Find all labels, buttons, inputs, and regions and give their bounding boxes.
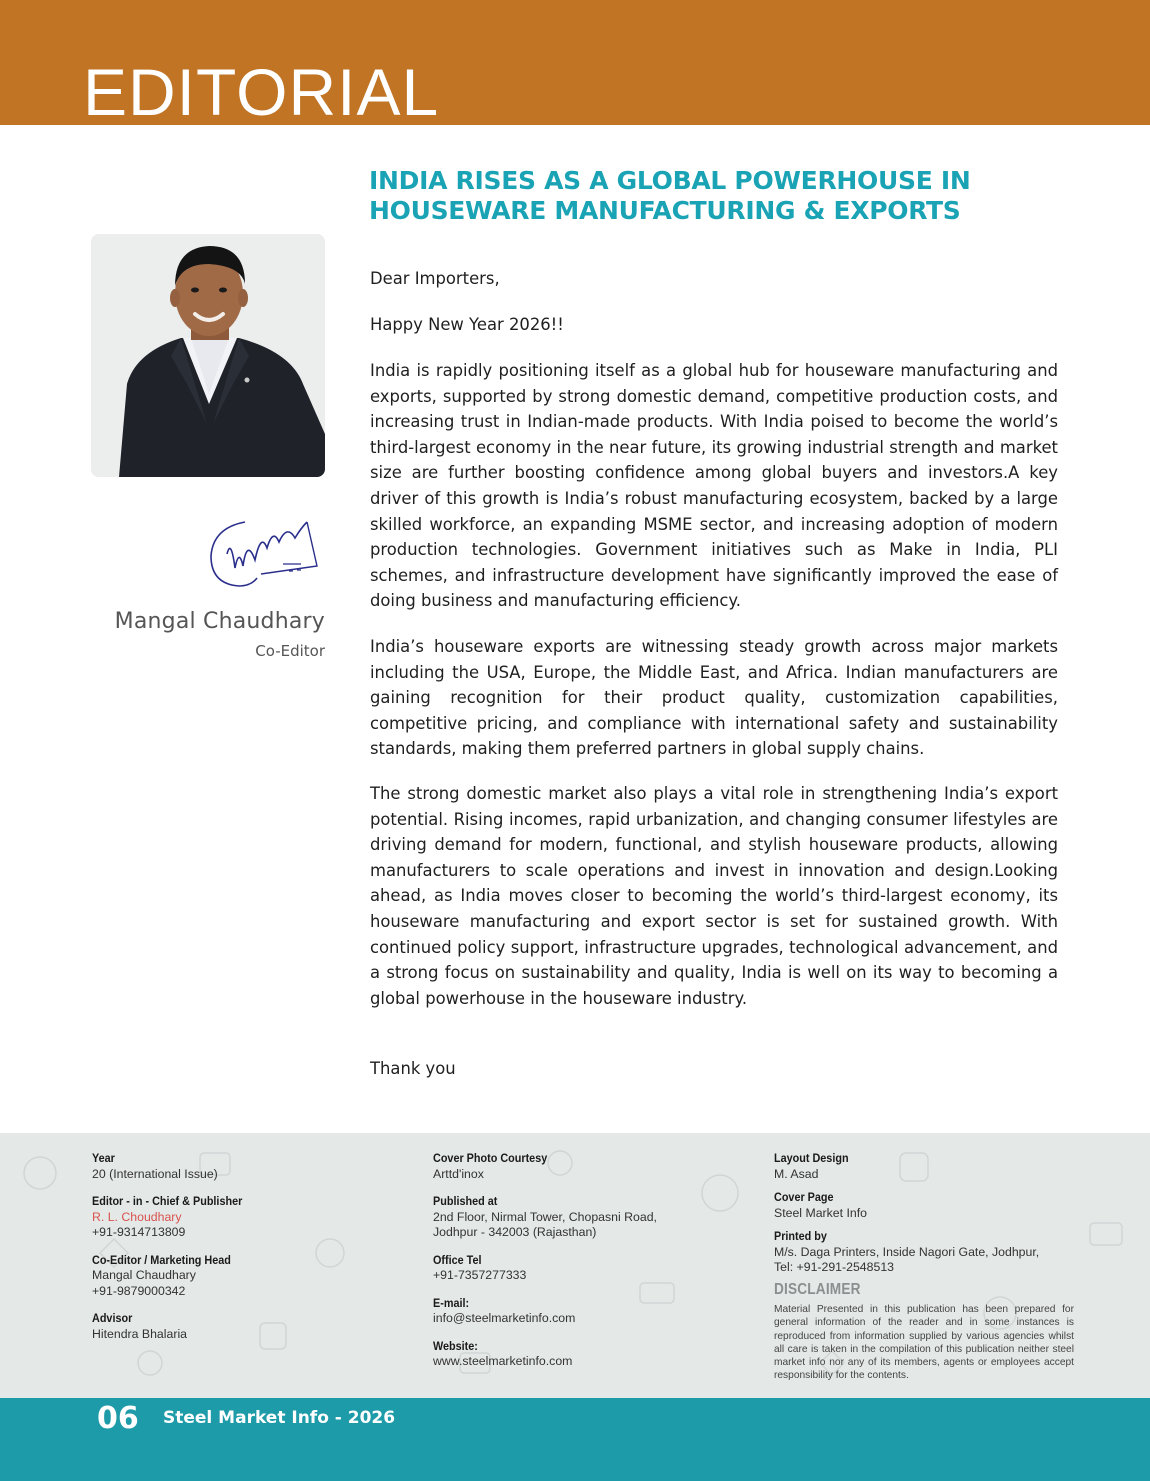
masthead-info <box>0 1133 1150 1398</box>
info-label: Cover Page <box>774 1190 834 1204</box>
section-title: EDITORIAL <box>83 55 440 129</box>
page-number: 06 <box>97 1401 139 1436</box>
letter-paragraph-3: The strong domestic market also plays a vital role in strengthening India’s export potential. Rising incomes, rapid urbanization, and changing consumer lifestyles are driving demand for modern, functional, and stylish houseware products, allowing manufacturers to scale operations and invest in innovation and design.Looking ahead, as India moves closer to becoming the world’s third-largest economy, its houseware manufacturing and export sector is set for sustained growth. With continued policy support, infrastructure upgrades, technological advancement, and a strong focus on sustainability and quality, India is well on its way to becoming a global powerhouse in the houseware industry. <box>370 784 1058 1008</box>
address-line-1: 2nd Floor, Nirmal Tower, Chopasni Road, <box>433 1209 657 1224</box>
info-label: Year <box>92 1151 115 1165</box>
info-column-3 <box>774 1151 1074 1383</box>
info-label: Cover Photo Courtesy <box>433 1151 548 1165</box>
author-role: Co-Editor <box>255 642 325 660</box>
headline-line-2: HOUSEWARE MANUFACTURING & EXPORTS <box>369 196 961 225</box>
info-column-1 <box>92 1151 392 1354</box>
letter-salutation: Dear Importers, <box>370 269 500 288</box>
letter-greeting: Happy New Year 2026!! <box>370 315 564 334</box>
info-published <box>433 1194 753 1241</box>
info-advisor <box>92 1311 392 1342</box>
info-coeditor <box>92 1253 392 1300</box>
info-value: Hitendra Bhalaria <box>92 1326 188 1341</box>
info-layout <box>774 1151 1074 1182</box>
info-year <box>92 1151 392 1182</box>
info-office-tel <box>433 1253 753 1284</box>
info-cover-photo <box>433 1151 753 1182</box>
headline-line-1: INDIA RISES AS A GLOBAL POWERHOUSE IN <box>369 166 971 195</box>
info-value: Arttd'inox <box>433 1166 484 1181</box>
info-label: Website: <box>433 1338 478 1353</box>
article-headline <box>369 166 1069 226</box>
info-label: Layout Design <box>774 1151 849 1165</box>
header-band <box>0 0 1150 129</box>
signature <box>205 508 330 593</box>
author-name: Mangal Chaudhary <box>114 609 325 634</box>
info-value: 20 (International Issue) <box>92 1166 218 1181</box>
info-website <box>433 1339 753 1370</box>
info-label: Advisor <box>92 1311 133 1325</box>
info-printed <box>774 1229 1074 1276</box>
address-line-2: Jodhpur - 342003 (Rajasthan) <box>433 1225 597 1239</box>
website-link[interactable]: www.steelmarketinfo.com <box>433 1354 573 1368</box>
printer-line-2: Tel: +91-291-2548513 <box>774 1260 894 1274</box>
info-value: +91-7357277333 <box>433 1268 527 1282</box>
author-photo <box>91 234 325 477</box>
coeditor-name: Mangal Chaudhary <box>92 1268 196 1282</box>
publication-name: Steel Market Info - 2026 <box>163 1408 396 1428</box>
disclaimer-text: Material Presented in this publication has been prepared for general information of the reader and in some instances is reproduced from information supplied by various agencies whilst all care is taken in the compilation of this publication neither steel market info nor any of its members, agents or employees accept responsibility for the contents. <box>774 1304 1074 1382</box>
printer-line-1: M/s. Daga Printers, Inside Nagori Gate, Jodhpur, <box>774 1244 1040 1259</box>
info-value: Steel Market Info <box>774 1205 867 1220</box>
info-column-2 <box>433 1151 753 1382</box>
letter-closing: Thank you <box>370 1059 456 1078</box>
editor-phone: +91-9314713809 <box>92 1225 186 1239</box>
info-label: Co-Editor / Marketing Head <box>92 1252 231 1267</box>
info-label: Printed by <box>774 1229 827 1243</box>
email-link[interactable]: info@steelmarketinfo.com <box>433 1311 576 1325</box>
info-value: M. Asad <box>774 1166 819 1181</box>
info-cover-page <box>774 1190 1074 1221</box>
info-label: Editor - in - Chief & Publisher <box>92 1194 243 1208</box>
info-editor <box>92 1194 392 1241</box>
letter-paragraph-2: India’s houseware exports are witnessing steady growth across major markets including the USA, Europe, the Middle East, and Africa. Indian manufacturers are gaining recognition for their product quality, customization capabilities, competitive pricing, and compliance with international safety and sustainability standards, making them preferred partners in global supply chains. <box>370 637 1058 759</box>
info-label: Office Tel <box>433 1252 482 1267</box>
disclaimer-title: DISCLAIMER <box>774 1280 861 1298</box>
letter-paragraph-1: India is rapidly positioning itself as a global hub for houseware manufacturing and exports, supported by strong domestic demand, competitive production costs, and increasing trust in Indian-made products. With India poised to become the world’s third-largest economy in the near future, its growing industrial strength and market size are further boosting confidence among global buyers and investors.A key driver of this growth is India’s robust manufacturing ecosystem, backed by a large skilled workforce, an expanding MSME sector, and increasing adoption of modern production technologies. Government initiatives such as Make in India, PLI schemes, and infrastructure development have significantly improved the ease of doing business and manufacturing efficiency. <box>370 361 1058 611</box>
coeditor-phone: +91-9879000342 <box>92 1283 186 1298</box>
editor-name: R. L. Choudhary <box>92 1209 182 1224</box>
info-email <box>433 1296 753 1327</box>
info-label: Published at <box>433 1194 498 1208</box>
info-label: E-mail: <box>433 1295 470 1310</box>
